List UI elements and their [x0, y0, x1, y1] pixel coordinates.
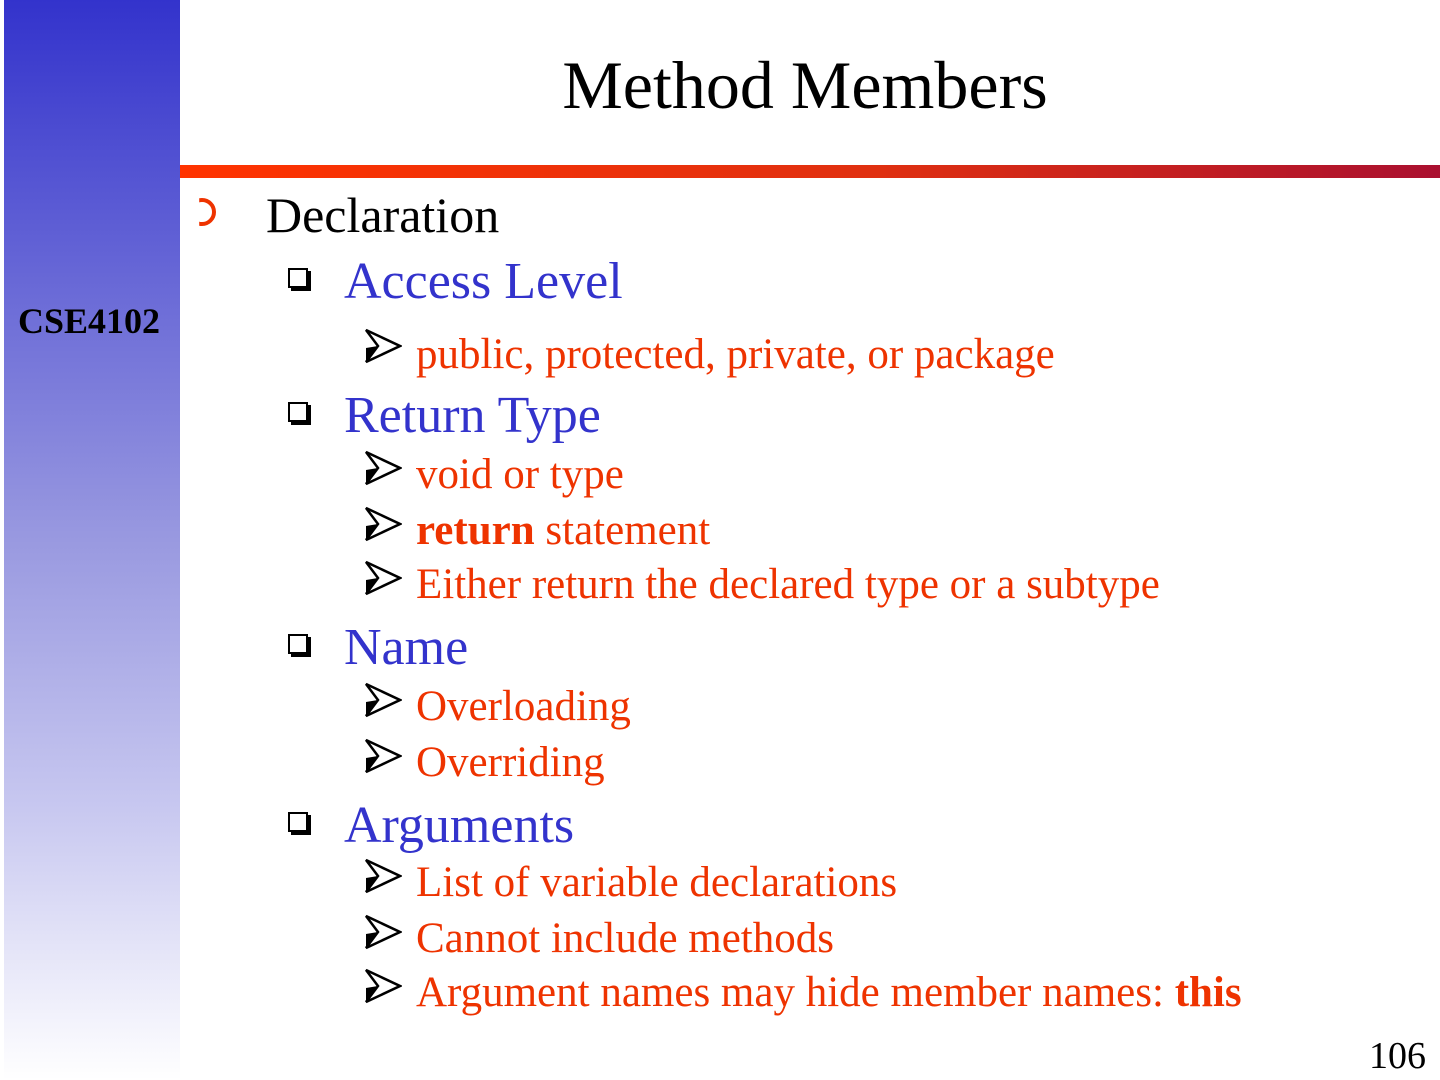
bullet-access-values: public, protected, private, or package [416, 331, 1055, 378]
arrow-bullet-icon [364, 450, 402, 486]
bullet-return-type: Return Type [344, 387, 601, 444]
arrow-bullet-icon [364, 328, 402, 364]
arg-names-text: Argument names may hide member names: [416, 969, 1175, 1016]
arrow-bullet-icon [364, 914, 402, 950]
arrow-bullet-icon [364, 682, 402, 718]
square-bullet-icon [288, 634, 308, 654]
sidebar-gradient [4, 0, 180, 1080]
return-keyword: return [416, 507, 535, 554]
arrow-bullet-icon [364, 858, 402, 894]
arrow-bullet-icon [364, 506, 402, 542]
this-keyword: this [1174, 969, 1242, 1016]
bullet-arguments: Arguments [344, 797, 575, 854]
bullet-list-decls: List of variable declarations [416, 859, 898, 906]
bullet-access-level: Access Level [344, 253, 623, 310]
return-statement-text: statement [534, 507, 711, 554]
bullet-return-statement [416, 506, 710, 555]
circle-bullet-icon [188, 198, 216, 226]
square-bullet-icon [288, 268, 308, 288]
bullet-cannot-include: Cannot include methods [416, 915, 834, 962]
title-divider [180, 165, 1440, 178]
arrow-bullet-icon [364, 560, 402, 596]
course-code: CSE4102 [18, 301, 161, 341]
square-bullet-icon [288, 812, 308, 832]
bullet-void-or-type: void or type [416, 451, 624, 498]
bullet-either-return: Either return the declared type or a subtype [416, 561, 1160, 608]
bullet-overloading: Overloading [416, 683, 631, 730]
bullet-arg-names [416, 968, 1242, 1017]
slide-title: Method Members [562, 47, 1048, 123]
arrow-bullet-icon [364, 738, 402, 774]
bullet-name: Name [344, 619, 469, 676]
arrow-bullet-icon [364, 968, 402, 1004]
page-number: 106 [1369, 1035, 1426, 1077]
bullet-overriding: Overriding [416, 739, 605, 786]
square-bullet-icon [288, 402, 308, 422]
bullet-declaration: Declaration [266, 187, 500, 243]
